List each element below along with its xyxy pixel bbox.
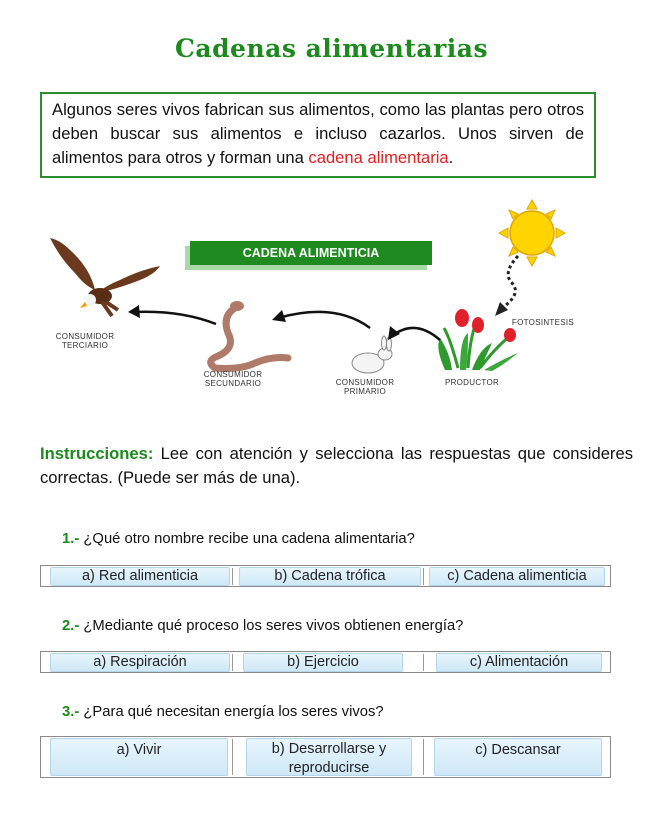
eagle-icon xyxy=(50,238,160,316)
instructions-label: Instrucciones: xyxy=(40,444,154,463)
q3-option-a[interactable]: a) Vivir xyxy=(50,738,228,776)
question-1-options xyxy=(40,565,611,587)
question-2-options xyxy=(40,651,611,673)
q2-option-c[interactable]: c) Alimentación xyxy=(436,653,602,672)
intro-box xyxy=(40,92,596,178)
question-1-number: 1.- xyxy=(62,531,80,547)
food-chain-diagram xyxy=(40,198,600,408)
label-secondary: CONSUMIDOR SECUNDARIO xyxy=(203,370,263,388)
q1-option-a[interactable]: a) Red alimenticia xyxy=(50,567,230,586)
page-title: Cadenas alimentarias xyxy=(174,34,489,63)
q2-option-b[interactable]: b) Ejercicio xyxy=(243,653,403,672)
diagram-art xyxy=(40,198,600,408)
q3-option-b[interactable]: b) Desarrollarse y reproducirse xyxy=(246,738,412,776)
question-1-text: ¿Qué otro nombre recibe una cadena alimentaria? xyxy=(79,531,415,547)
question-3-text: ¿Para qué necesitan energía los seres vivos? xyxy=(79,704,384,720)
question-3-options xyxy=(40,736,611,778)
q1-option-c[interactable]: c) Cadena alimenticia xyxy=(429,567,605,586)
question-2 xyxy=(62,618,463,634)
photosynthesis-arrow xyxy=(495,256,518,316)
rabbit-icon xyxy=(352,336,392,373)
question-2-text: ¿Mediante qué proceso los seres vivos obtienen energía? xyxy=(79,618,464,634)
q2-option-a[interactable]: a) Respiración xyxy=(50,653,230,672)
snake-icon xyxy=(211,301,288,368)
q3-option-c[interactable]: c) Descansar xyxy=(434,738,602,776)
label-primary: CONSUMIDOR PRIMARIO xyxy=(335,378,395,396)
question-3 xyxy=(62,704,384,720)
instructions-text: Lee con atención y selecciona las respuestas que consideres correctas. (Puede ser más de una). xyxy=(40,444,633,487)
instructions xyxy=(40,442,633,490)
question-3-number: 3.- xyxy=(62,704,80,720)
intro-end: . xyxy=(448,148,454,167)
intro-text: Algunos seres vivos fabrican sus alimentos, como las plantas pero otros deben buscar sus alimentos e incluso cazarlos. Unos sirven de alimentos para otros y forman una xyxy=(52,100,584,167)
intro-highlight: cadena alimentaria xyxy=(308,148,449,167)
question-2-number: 2.- xyxy=(62,618,80,634)
label-producer: PRODUCTOR xyxy=(444,378,500,387)
sun-icon xyxy=(499,200,565,266)
label-photosynthesis: FOTOSINTESIS xyxy=(511,318,575,327)
diagram-title: CADENA ALIMENTICIA xyxy=(190,241,432,265)
label-tertiary: CONSUMIDOR TERCIARIO xyxy=(55,332,115,350)
question-1 xyxy=(62,531,415,547)
q1-option-b[interactable]: b) Cadena trófica xyxy=(239,567,421,586)
